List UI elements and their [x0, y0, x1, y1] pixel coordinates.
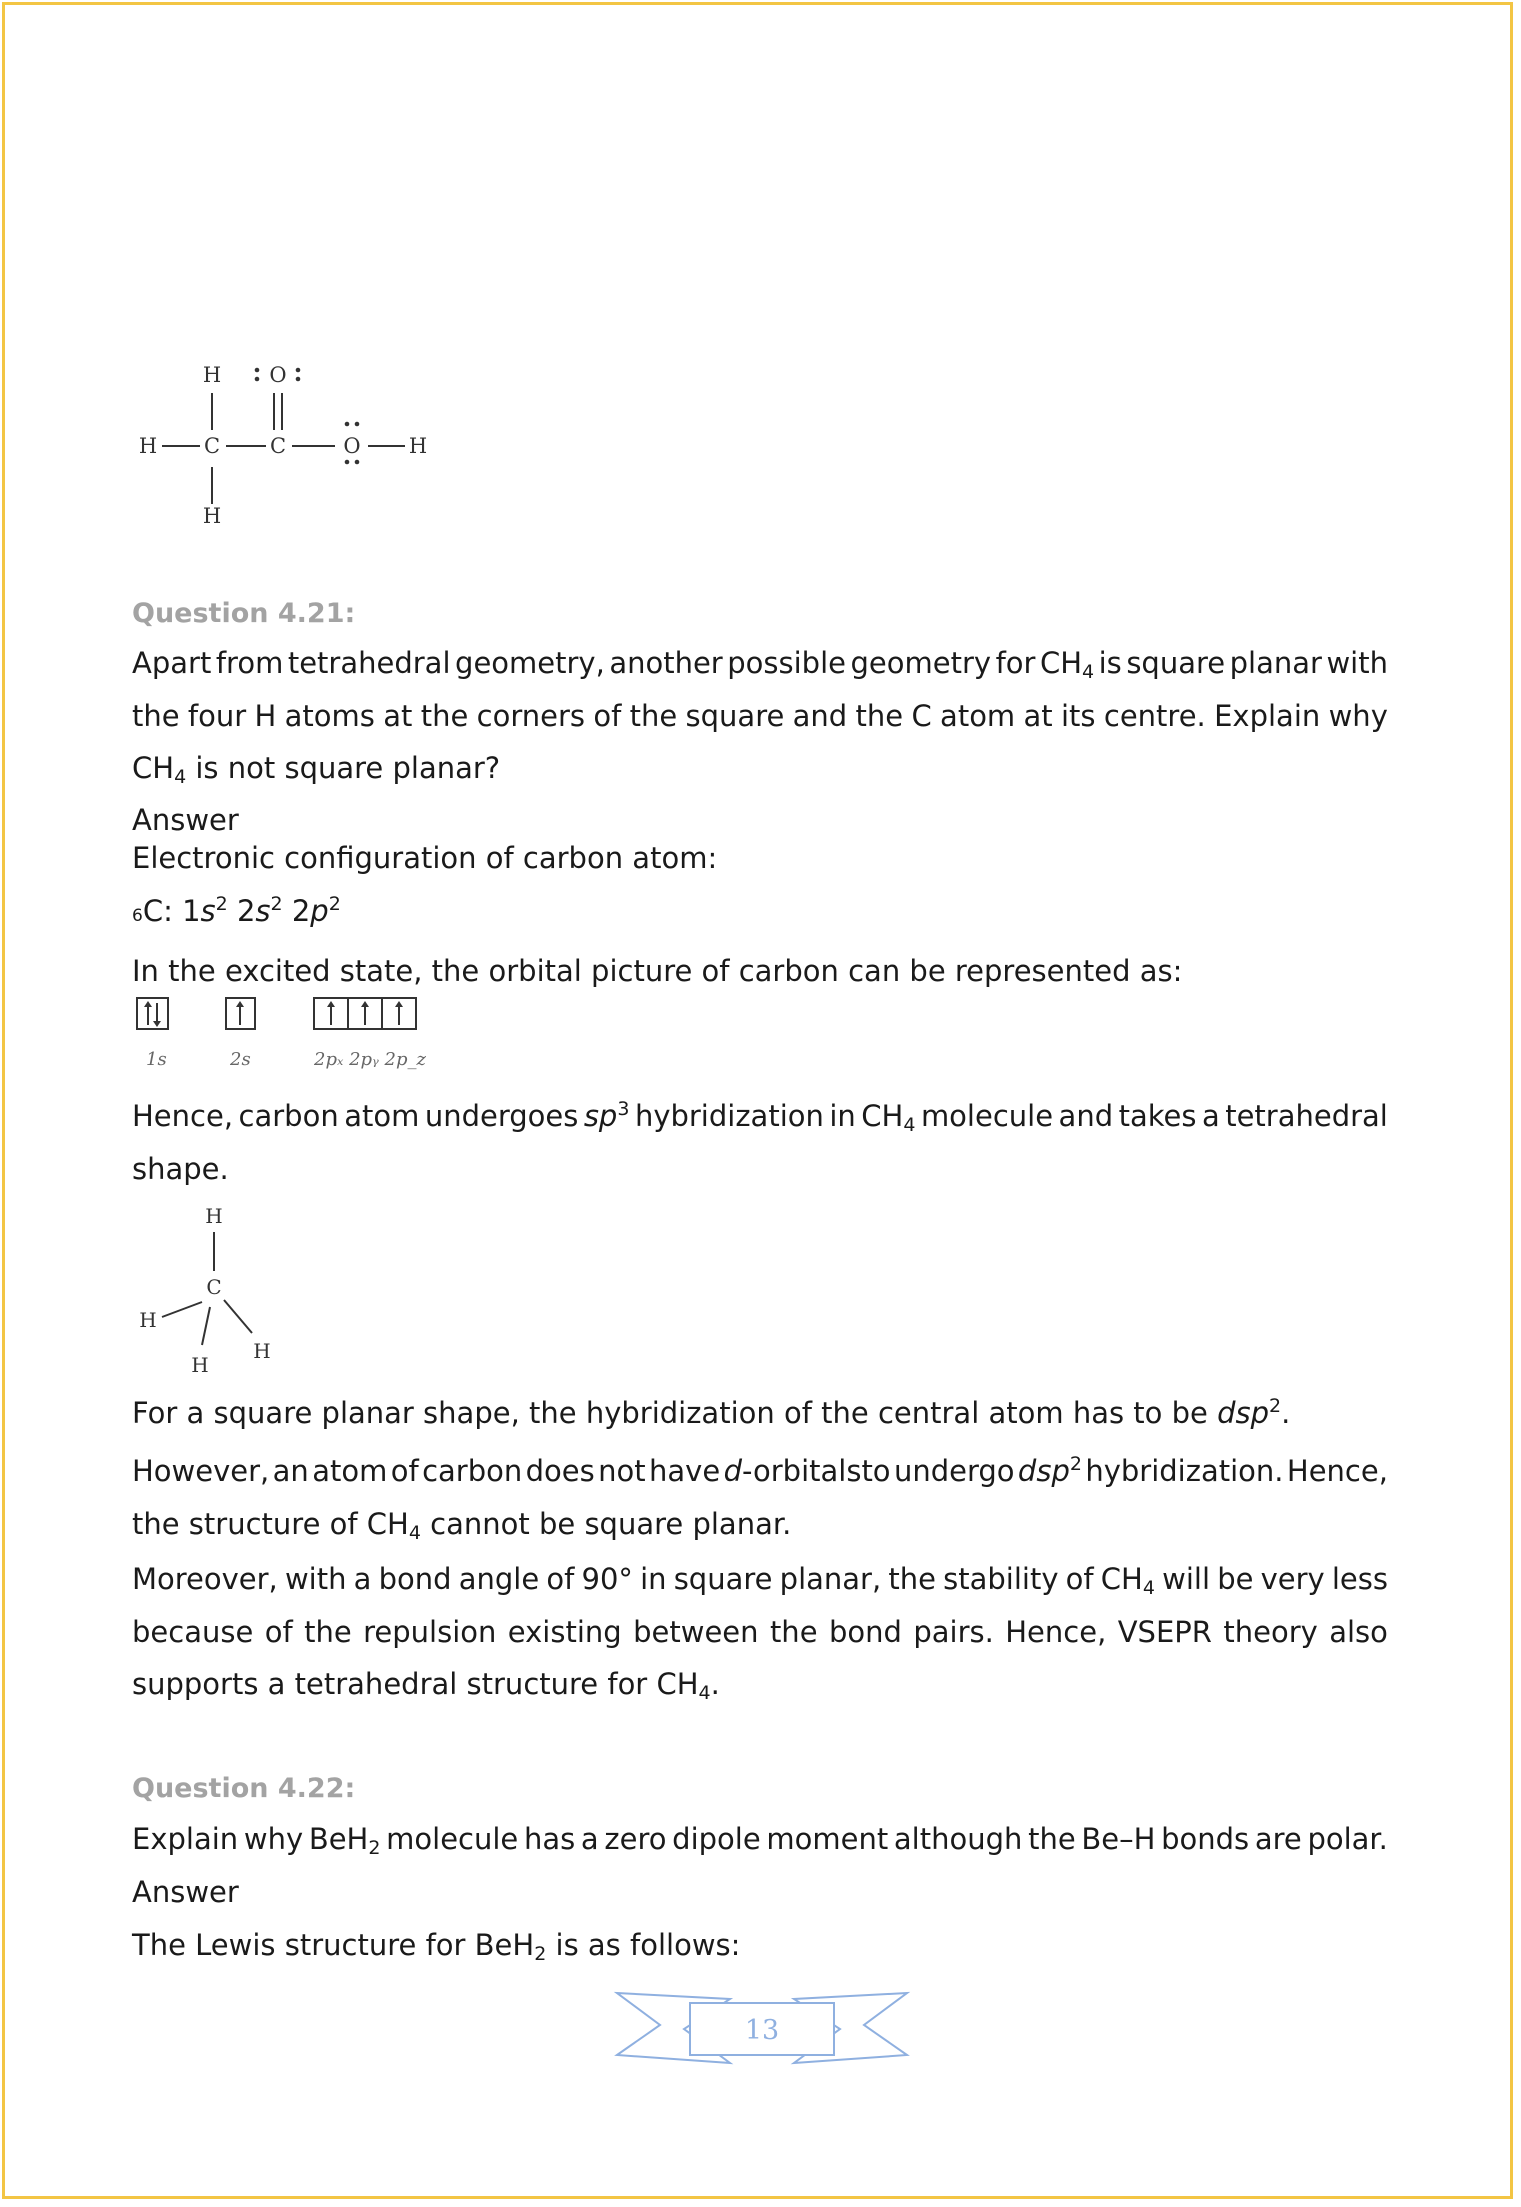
q21-paragraph-line-3: $CH_4$ is not square planar? [132, 751, 501, 788]
methane-tetrahedral-diagram [134, 1205, 284, 1380]
atom-c2: C [269, 434, 287, 458]
methane-c: C [206, 1275, 222, 1299]
atom-h-left: H [138, 434, 158, 458]
hybridization-line-2: shape. [132, 1152, 229, 1186]
electronic-configuration: 6C: $1s^2$ $2s^2$ $2p^2$ [132, 893, 341, 928]
page-number-badge [612, 1985, 912, 2070]
q21-paragraph-line-1: Apart from tetrahedral geometry, another possible geometry for $CH_4$ is square planar with [132, 646, 1388, 683]
orbital-label-2p: 2pₓ 2pᵧ 2p_z [314, 1049, 427, 1070]
moreover-line-1: Moreover, with a bond angle of 90° in square planar, the stability of $CH_4$ will be very less [132, 1562, 1388, 1599]
square-planar-line: For a square planar shape, the hybridization of the central atom has to be dsp$^2$. [132, 1395, 1291, 1430]
page-number: 13 [744, 2015, 780, 2046]
orbital-label-2s: 2s [230, 1049, 251, 1070]
acetic-acid-structure-diagram [130, 360, 450, 535]
atom-h-bottom: H [202, 504, 222, 528]
however-line-1: However, an atom of carbon does not have d-orbitalsto undergo dsp$^2$ hybridization. Hence, [132, 1453, 1388, 1488]
question-4-22-heading: Question 4.22: [132, 1773, 356, 1804]
orbital-label-1s: 1s [146, 1049, 167, 1070]
methane-h-left: H [139, 1308, 157, 1332]
moreover-line-2: because of the repulsion existing between the bond pairs. Hence, VSEPR theory also [132, 1615, 1388, 1649]
atom-o-right: O [343, 434, 361, 458]
orbital-box-diagram [134, 995, 434, 1080]
methane-h-right: H [253, 1339, 271, 1363]
econfig-intro: Electronic configuration of carbon atom: [132, 841, 718, 875]
question-4-21-heading: Question 4.21: [132, 598, 356, 629]
excited-state-intro: In the excited state, the orbital picture of carbon can be represented as: [132, 954, 1183, 988]
q21-paragraph-line-2: the four H atoms at the corners of the square and the C atom at its centre. Explain why [132, 699, 1388, 733]
q22-line-1: Explain why BeH$_2$ molecule has a zero dipole moment although the Be–H bonds are polar. [132, 1822, 1388, 1859]
methane-h-front: H [191, 1353, 209, 1377]
hybridization-line-1: Hence, carbon atom undergoes $sp^3$ hybridization in $CH_4$ molecule and takes a tetrahedral [132, 1098, 1388, 1136]
atom-o-top: O [269, 363, 287, 387]
atom-c1: C [203, 434, 221, 458]
atom-h-right: H [408, 434, 428, 458]
q21-answer-label: Answer [132, 803, 239, 837]
atom-h-top: H [202, 363, 222, 387]
moreover-line-3: supports a tetrahedral structure for $CH_4$. [132, 1667, 720, 1704]
methane-h-top: H [205, 1205, 223, 1228]
however-line-2: the structure of $CH_4$ cannot be square planar. [132, 1507, 792, 1544]
q22-answer-label: Answer [132, 1875, 239, 1909]
lewis-structure-intro: The Lewis structure for BeH$_2$ is as follows: [132, 1928, 741, 1965]
